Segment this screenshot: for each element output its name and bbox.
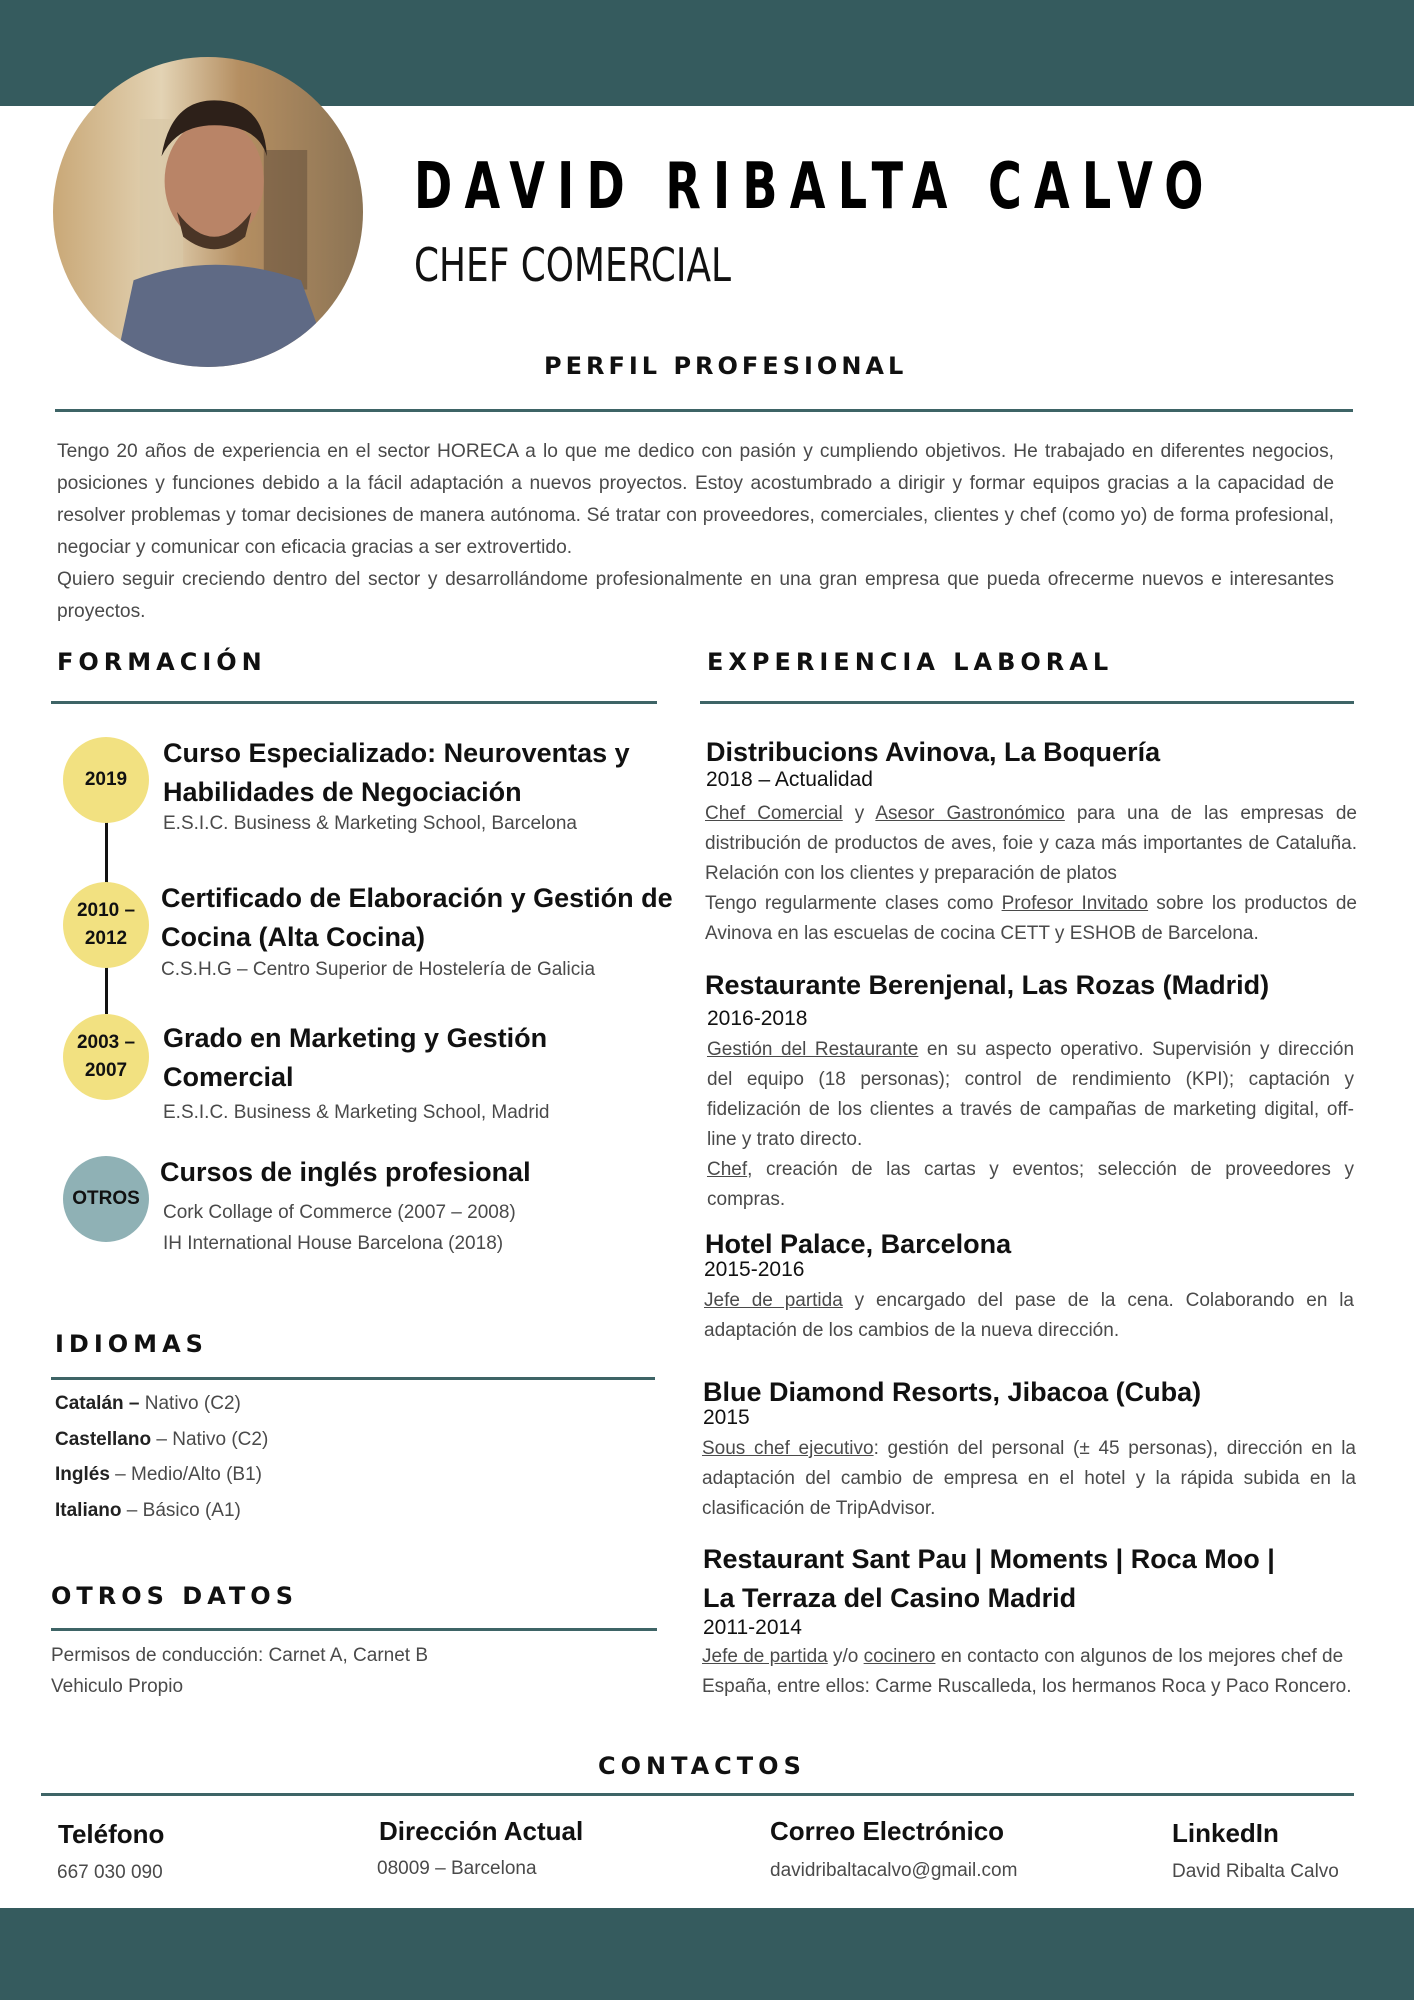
- candidate-name: DAVID RIBALTA CALVO: [414, 150, 1216, 224]
- job-role: Jefe de partida: [702, 1646, 828, 1667]
- email-label: Correo Electrónico: [770, 1816, 1005, 1846]
- other-data-divider: [51, 1628, 657, 1631]
- job-role: Jefe de partida: [704, 1290, 843, 1311]
- education-divider: [51, 701, 657, 704]
- language-item: [55, 1429, 268, 1451]
- job-dates: 2018 – Actualidad: [706, 768, 873, 791]
- job-company: Blue Diamond Resorts, Jibacoa (Cuba): [703, 1377, 1202, 1407]
- other-data-line: Vehiculo Propio: [51, 1676, 184, 1697]
- address-value: 08009 – Barcelona: [377, 1858, 537, 1879]
- job-role: Chef: [707, 1159, 748, 1180]
- experience-title: EXPERIENCIA LABORAL: [707, 648, 1114, 676]
- job-dates: 2015-2016: [704, 1258, 805, 1281]
- education-item-title: Grado en Marketing y Gestión Comercial: [163, 1023, 548, 1092]
- job-dates: 2011-2014: [703, 1616, 802, 1639]
- linkedin-label: LinkedIn: [1172, 1818, 1279, 1848]
- job-company: Distribucions Avinova, La Boquería: [706, 737, 1161, 767]
- job-text: para una de las empresas de distribución de productos de aves, foie y caza más importantes de Cataluña. Relación con los clientes y preparación de platos: [705, 803, 1357, 884]
- job-text: en contacto con algunos de los mejores chef de España, entre ellos: Carme Ruscalleda, los hermanos Roca y Paco Roncero.: [702, 1646, 1352, 1697]
- job-text: en su aspecto operativo. Supervisión y dirección del equipo (18 personas); control de rendimiento (KPI); captación y fidelización de los clientes a través de campañas de marketing digital, off-line y trato directo.: [707, 1039, 1355, 1150]
- language-item: [55, 1393, 241, 1415]
- language-level: – Básico (A1): [121, 1500, 241, 1521]
- language-name: Castellano: [55, 1429, 152, 1450]
- education-badge: [63, 882, 149, 968]
- job-role: Sous chef ejecutivo: [702, 1438, 874, 1459]
- language-name: Catalán –: [55, 1393, 140, 1414]
- profile-title: PERFIL PROFESIONAL: [544, 352, 908, 380]
- experience-divider: [700, 701, 1354, 704]
- badge-text: 2012: [84, 928, 128, 949]
- education-item-school: IH International House Barcelona (2018): [163, 1233, 504, 1254]
- job-text: : gestión del personal (± 45 personas), dirección en la adaptación del cambio de empresa en el hotel y la rápida subida en la clasificación de TripAdvisor.: [702, 1438, 1356, 1519]
- language-name: Inglés: [55, 1464, 110, 1485]
- badge-text: 2007: [84, 1060, 128, 1081]
- job-role: Profesor Invitado: [1001, 893, 1149, 914]
- badge-text: 2003 –: [76, 1032, 136, 1053]
- phone-value[interactable]: 667 030 090: [57, 1862, 163, 1883]
- timeline-connector: [105, 964, 108, 1014]
- contacts-divider: [41, 1793, 1354, 1796]
- languages-divider: [51, 1377, 655, 1380]
- education-item-title: Cursos de inglés profesional: [160, 1157, 531, 1187]
- language-item: [55, 1464, 262, 1486]
- badge-text: 2019: [84, 769, 128, 790]
- footer-band: [0, 1908, 1414, 2000]
- job-text: sobre los productos de Avinova en las escuelas de cocina CETT y ESHOB de Barcelona.: [705, 893, 1358, 944]
- job-company: La Terraza del Casino Madrid: [703, 1583, 1077, 1613]
- education-badge: [63, 737, 149, 823]
- job-description: [702, 1434, 1356, 1524]
- job-text: , creación de las cartas y eventos; selección de proveedores y compras.: [707, 1159, 1354, 1210]
- profile-summary: [57, 436, 1334, 628]
- language-level: – Medio/Alto (B1): [109, 1464, 262, 1485]
- languages-title: IDIOMAS: [55, 1330, 208, 1358]
- job-text: Tengo regularmente clases como: [705, 893, 1002, 914]
- language-item: [55, 1500, 241, 1522]
- job-dates: 2016-2018: [707, 1007, 808, 1030]
- job-description: [704, 1286, 1354, 1346]
- candidate-role: CHEF COMERCIAL: [414, 238, 731, 292]
- job-description: [707, 1035, 1354, 1215]
- profile-paragraph: Quiero seguir creciendo dentro del sector y desarrollándome profesionalmente en una gran empresa que pueda ofrecerme nuevos e interesantes proyectos.: [57, 569, 1334, 622]
- education-title: FORMACIÓN: [57, 648, 267, 676]
- job-company: Restaurante Berenjenal, Las Rozas (Madrid): [705, 970, 1270, 1000]
- profile-photo-icon: [53, 57, 363, 367]
- job-role: Gestión del Restaurante: [707, 1039, 919, 1060]
- job-text: y/o: [827, 1646, 864, 1667]
- job-company: Hotel Palace, Barcelona: [705, 1229, 1012, 1259]
- job-role: Asesor Gastronómico: [875, 803, 1065, 824]
- other-data-title: OTROS DATOS: [51, 1582, 298, 1610]
- contacts-title: CONTACTOS: [598, 1752, 806, 1780]
- education-item-title: Curso Especializado: Neuroventas y Habilidades de Negociación: [163, 738, 630, 807]
- badge-text: 2010 –: [76, 900, 136, 921]
- profile-paragraph: Tengo 20 años de experiencia en el sector HORECA a lo que me dedico con pasión y cumpliendo objetivos. He trabajado en diferentes negocios, posiciones y funciones debido a la fácil adaptación a nuevos proyectos. Estoy acostumbrado a dirigir y formar equipos gracias a la capacidad de resolver problemas y tomar decisiones de manera autónoma. Sé tratar con proveedores, comerciales, clientes y chef (como yo) de forma profesional, negociar y comunicar con eficacia gracias a ser extrovertido.: [57, 441, 1334, 558]
- email-link[interactable]: davidribaltacalvo@gmail.com: [770, 1860, 1018, 1881]
- job-text: y: [842, 803, 876, 824]
- profile-photo: [53, 57, 363, 367]
- phone-label: Teléfono: [58, 1819, 165, 1849]
- language-level: – Nativo (C2): [151, 1429, 269, 1450]
- education-item-school: C.S.H.G – Centro Superior de Hostelería de Galicia: [161, 959, 596, 980]
- address-label: Dirección Actual: [379, 1816, 584, 1846]
- other-data-line: Permisos de conducción: Carnet A, Carnet B: [51, 1645, 429, 1666]
- job-description: [702, 1642, 1370, 1702]
- education-badge: [63, 1014, 149, 1100]
- job-description: [705, 799, 1357, 949]
- linkedin-link[interactable]: David Ribalta Calvo: [1172, 1861, 1339, 1882]
- badge-text: OTROS: [72, 1188, 140, 1209]
- job-dates: 2015: [703, 1406, 750, 1429]
- education-item-school: Cork Collage of Commerce (2007 – 2008): [163, 1202, 516, 1223]
- job-role: Chef Comercial: [705, 803, 843, 824]
- education-badge-other: [63, 1156, 149, 1242]
- language-name: Italiano: [55, 1500, 122, 1521]
- education-item-title: Certificado de Elaboración y Gestión de Cocina (Alta Cocina): [161, 883, 673, 952]
- language-level: Nativo (C2): [139, 1393, 241, 1414]
- profile-divider: [55, 409, 1353, 412]
- job-company: Restaurant Sant Pau | Moments | Roca Moo |: [703, 1544, 1275, 1574]
- education-item-school: E.S.I.C. Business & Marketing School, Madrid: [163, 1102, 550, 1123]
- job-text: y encargado del pase de la cena. Colaborando en la adaptación de los cambios de la nueva dirección.: [704, 1290, 1354, 1341]
- education-item-school: E.S.I.C. Business & Marketing School, Barcelona: [163, 813, 577, 834]
- job-role: cocinero: [863, 1646, 936, 1667]
